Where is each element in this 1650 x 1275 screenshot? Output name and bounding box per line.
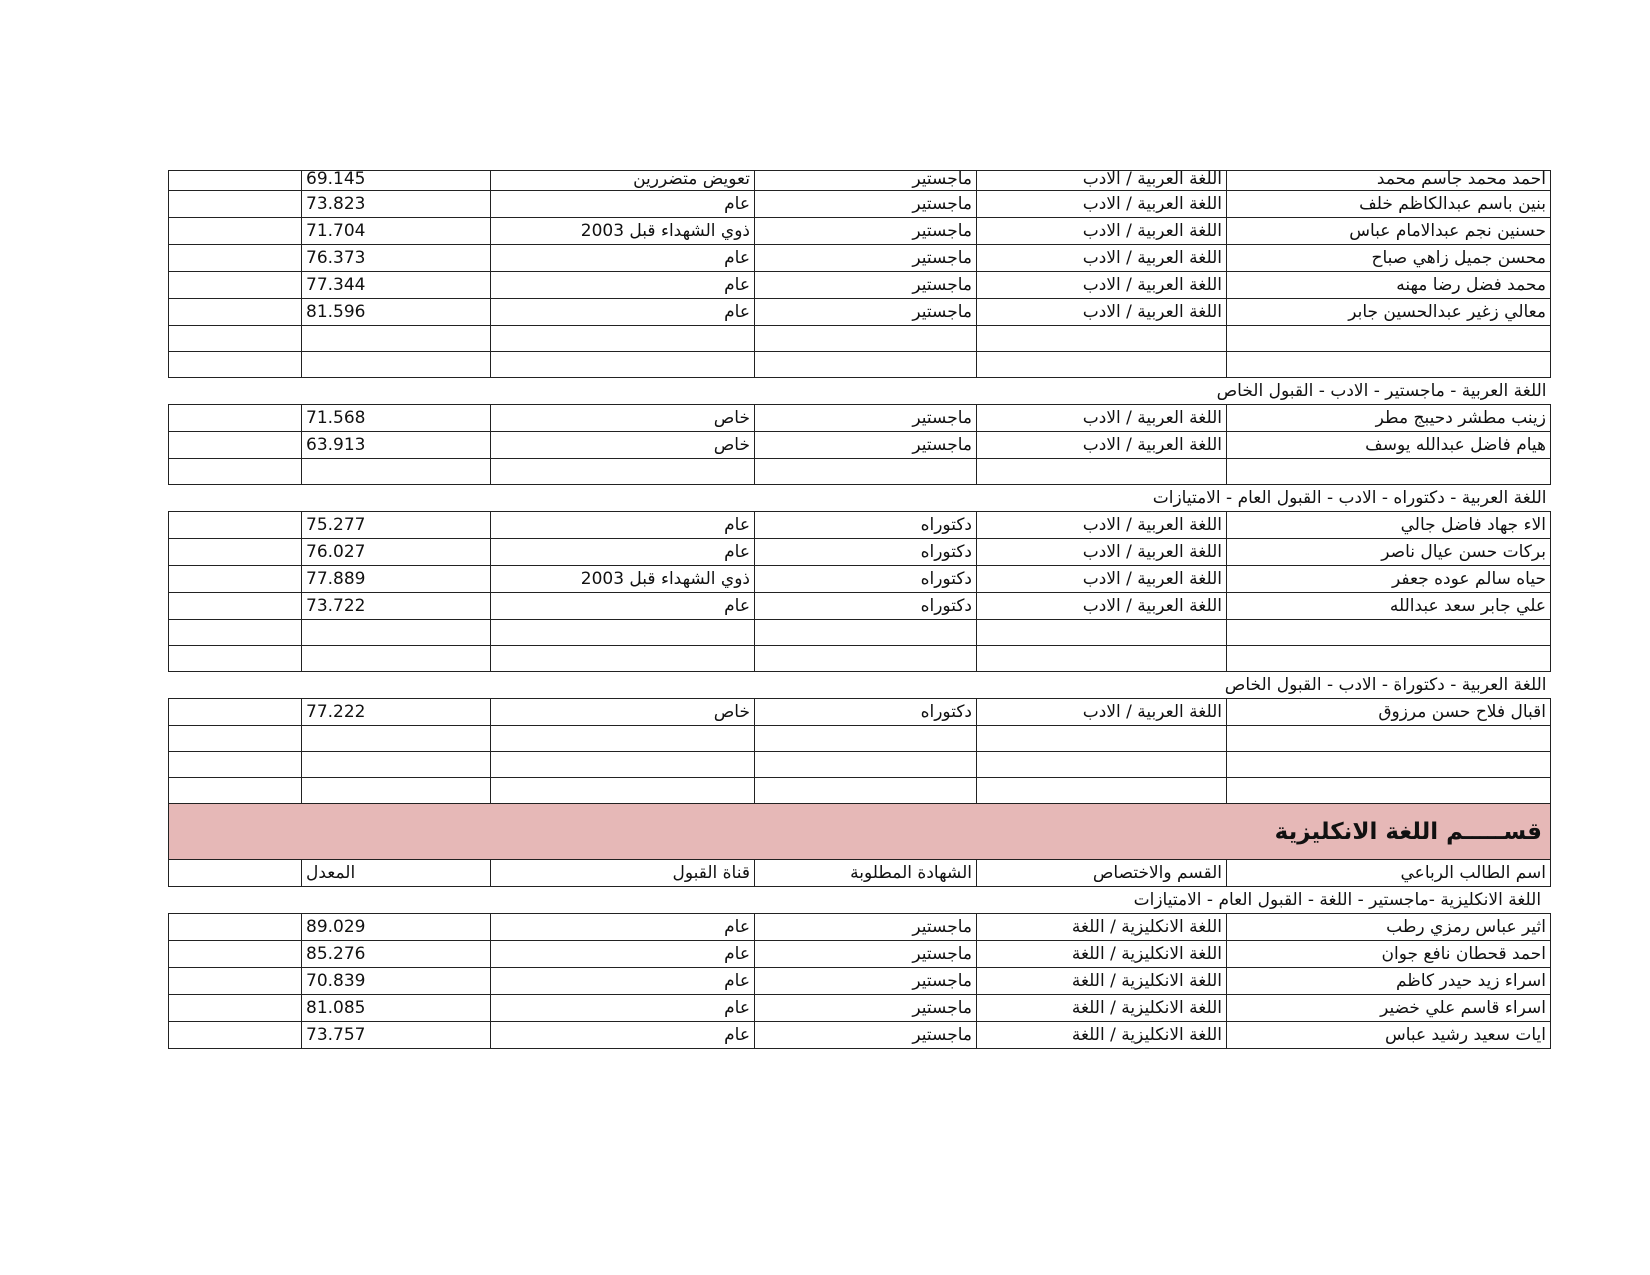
channel-cell: ذوي الشهداء قبل 2003 <box>491 566 755 593</box>
channel-cell: خاص <box>491 432 755 459</box>
average-cell: 77.222 <box>302 699 491 726</box>
department-cell: اللغة العربية / الادب <box>977 593 1227 620</box>
department-cell: اللغة العربية / الادب <box>977 171 1227 191</box>
student-name-cell: احمد محمد جاسم محمد <box>1227 171 1551 191</box>
empty-cell <box>169 272 302 299</box>
department-cell: اللغة العربية / الادب <box>977 272 1227 299</box>
table-row <box>169 512 1551 539</box>
department-banner-row <box>169 804 1551 860</box>
degree-cell: ماجستير <box>755 995 977 1022</box>
group-title-row <box>169 672 1551 699</box>
empty-cell <box>169 191 302 218</box>
empty-row <box>169 459 1551 485</box>
department-cell: اللغة العربية / الادب <box>977 299 1227 326</box>
degree-cell: ماجستير <box>755 245 977 272</box>
empty-cell <box>169 245 302 272</box>
empty-cell <box>169 218 302 245</box>
empty-cell <box>169 860 302 887</box>
channel-cell: عام <box>491 968 755 995</box>
channel-cell: عام <box>491 191 755 218</box>
group-title: اللغة الانكليزية -ماجستير - اللغة - القبول العام - الامتيازات <box>169 887 1551 914</box>
average-cell: 81.085 <box>302 995 491 1022</box>
empty-cell <box>169 995 302 1022</box>
department-cell: اللغة العربية / الادب <box>977 245 1227 272</box>
empty-row <box>169 352 1551 378</box>
table-row <box>169 593 1551 620</box>
student-name-cell: احمد قحطان نافع جوان <box>1227 941 1551 968</box>
student-name-cell: حياه سالم عوده جعفر <box>1227 566 1551 593</box>
empty-cell <box>169 512 302 539</box>
average-cell: 73.722 <box>302 593 491 620</box>
department-cell: اللغة الانكليزية / اللغة <box>977 968 1227 995</box>
table-row <box>169 941 1551 968</box>
degree-cell: ماجستير <box>755 272 977 299</box>
empty-cell <box>169 914 302 941</box>
empty-row <box>169 620 1551 646</box>
table-row <box>169 566 1551 593</box>
average-cell: 76.373 <box>302 245 491 272</box>
channel-cell: عام <box>491 593 755 620</box>
student-name-cell: اسراء قاسم علي خضير <box>1227 995 1551 1022</box>
degree-cell: ماجستير <box>755 968 977 995</box>
empty-cell <box>169 432 302 459</box>
student-name-cell: محمد فضل رضا مهنه <box>1227 272 1551 299</box>
average-cell: 77.889 <box>302 566 491 593</box>
table-row <box>169 405 1551 432</box>
department-cell: اللغة العربية / الادب <box>977 405 1227 432</box>
channel-cell: عام <box>491 914 755 941</box>
degree-cell: ماجستير <box>755 914 977 941</box>
department-cell: اللغة العربية / الادب <box>977 432 1227 459</box>
empty-cell <box>169 593 302 620</box>
student-name-cell: حسنين نجم عبدالامام عباس <box>1227 218 1551 245</box>
header-dept: القسم والاختصاص <box>977 860 1227 887</box>
empty-row <box>169 752 1551 778</box>
empty-cell <box>169 699 302 726</box>
empty-cell <box>169 171 302 191</box>
average-cell: 73.823 <box>302 191 491 218</box>
header-name: اسم الطالب الرباعي <box>1227 860 1551 887</box>
header-row <box>169 860 1551 887</box>
department-cell: اللغة الانكليزية / اللغة <box>977 941 1227 968</box>
average-cell: 85.276 <box>302 941 491 968</box>
empty-cell <box>169 405 302 432</box>
student-name-cell: زينب مطشر دحيبج مطر <box>1227 405 1551 432</box>
department-cell: اللغة العربية / الادب <box>977 539 1227 566</box>
header-average: المعدل <box>302 860 491 887</box>
channel-cell: عام <box>491 272 755 299</box>
table-row <box>169 171 1551 191</box>
average-cell: 89.029 <box>302 914 491 941</box>
student-name-cell: معالي زغير عبدالحسين جابر <box>1227 299 1551 326</box>
average-cell: 69.145 <box>302 171 491 191</box>
department-cell: اللغة العربية / الادب <box>977 218 1227 245</box>
degree-cell: دكتوراه <box>755 512 977 539</box>
department-cell: اللغة العربية / الادب <box>977 566 1227 593</box>
empty-cell <box>169 299 302 326</box>
degree-cell: دكتوراه <box>755 593 977 620</box>
degree-cell: ماجستير <box>755 299 977 326</box>
channel-cell: عام <box>491 995 755 1022</box>
student-name-cell: محسن جميل زاهي صباح <box>1227 245 1551 272</box>
table-row <box>169 299 1551 326</box>
table-row <box>169 191 1551 218</box>
table-row <box>169 699 1551 726</box>
admissions-table <box>168 170 1551 1049</box>
table-row <box>169 995 1551 1022</box>
group-title-row <box>169 485 1551 512</box>
student-name-cell: هيام فاضل عبدالله يوسف <box>1227 432 1551 459</box>
department-banner: قســـــم اللغة الانكليزية <box>169 804 1551 860</box>
channel-cell: عام <box>491 512 755 539</box>
department-cell: اللغة الانكليزية / اللغة <box>977 995 1227 1022</box>
group-title: اللغة العربية - ماجستير - الادب - القبول الخاص <box>169 378 1551 405</box>
degree-cell: ماجستير <box>755 218 977 245</box>
channel-cell: عام <box>491 299 755 326</box>
student-name-cell: بنين باسم عبدالكاظم خلف <box>1227 191 1551 218</box>
department-cell: اللغة الانكليزية / اللغة <box>977 1022 1227 1049</box>
average-cell: 71.704 <box>302 218 491 245</box>
channel-cell: عام <box>491 539 755 566</box>
degree-cell: ماجستير <box>755 1022 977 1049</box>
average-cell: 75.277 <box>302 512 491 539</box>
department-cell: اللغة العربية / الادب <box>977 512 1227 539</box>
average-cell: 63.913 <box>302 432 491 459</box>
channel-cell: تعويض متضررين <box>491 171 755 191</box>
channel-cell: خاص <box>491 405 755 432</box>
department-cell: اللغة الانكليزية / اللغة <box>977 914 1227 941</box>
student-name-cell: اسراء زيد حيدر كاظم <box>1227 968 1551 995</box>
average-cell: 71.568 <box>302 405 491 432</box>
channel-cell: عام <box>491 245 755 272</box>
empty-row <box>169 646 1551 672</box>
table-row <box>169 272 1551 299</box>
empty-cell <box>169 941 302 968</box>
degree-cell: ماجستير <box>755 191 977 218</box>
header-degree: الشهادة المطلوبة <box>755 860 977 887</box>
average-cell: 77.344 <box>302 272 491 299</box>
empty-row <box>169 326 1551 352</box>
student-name-cell: اثير عباس رمزي رطب <box>1227 914 1551 941</box>
group-title: اللغة العربية - دكتوراة - الادب - القبول الخاص <box>169 672 1551 699</box>
table-row <box>169 432 1551 459</box>
degree-cell: ماجستير <box>755 941 977 968</box>
table-row <box>169 1022 1551 1049</box>
degree-cell: دكتوراه <box>755 539 977 566</box>
group-title: اللغة العربية - دكتوراه - الادب - القبول العام - الامتيازات <box>169 485 1551 512</box>
header-channel: قناة القبول <box>491 860 755 887</box>
student-name-cell: الاء جهاد فاضل جالي <box>1227 512 1551 539</box>
empty-cell <box>169 1022 302 1049</box>
table-row <box>169 539 1551 566</box>
degree-cell: ماجستير <box>755 171 977 191</box>
empty-cell <box>169 539 302 566</box>
student-name-cell: بركات حسن عيال ناصر <box>1227 539 1551 566</box>
student-name-cell: اقبال فلاح حسن مرزوق <box>1227 699 1551 726</box>
degree-cell: دكتوراه <box>755 566 977 593</box>
channel-cell: عام <box>491 1022 755 1049</box>
department-cell: اللغة العربية / الادب <box>977 191 1227 218</box>
channel-cell: عام <box>491 941 755 968</box>
degree-cell: ماجستير <box>755 405 977 432</box>
empty-row <box>169 778 1551 804</box>
average-cell: 70.839 <box>302 968 491 995</box>
student-name-cell: علي جابر سعد عبدالله <box>1227 593 1551 620</box>
channel-cell: خاص <box>491 699 755 726</box>
channel-cell: ذوي الشهداء قبل 2003 <box>491 218 755 245</box>
table-row <box>169 914 1551 941</box>
department-cell: اللغة العربية / الادب <box>977 699 1227 726</box>
table-row <box>169 245 1551 272</box>
average-cell: 73.757 <box>302 1022 491 1049</box>
student-name-cell: ايات سعيد رشيد عباس <box>1227 1022 1551 1049</box>
empty-cell <box>169 968 302 995</box>
group-title-row <box>169 378 1551 405</box>
empty-cell <box>169 566 302 593</box>
group-title-row <box>169 887 1551 914</box>
degree-cell: دكتوراه <box>755 699 977 726</box>
table-row <box>169 968 1551 995</box>
empty-row <box>169 726 1551 752</box>
average-cell: 76.027 <box>302 539 491 566</box>
average-cell: 81.596 <box>302 299 491 326</box>
degree-cell: ماجستير <box>755 432 977 459</box>
table-row <box>169 218 1551 245</box>
